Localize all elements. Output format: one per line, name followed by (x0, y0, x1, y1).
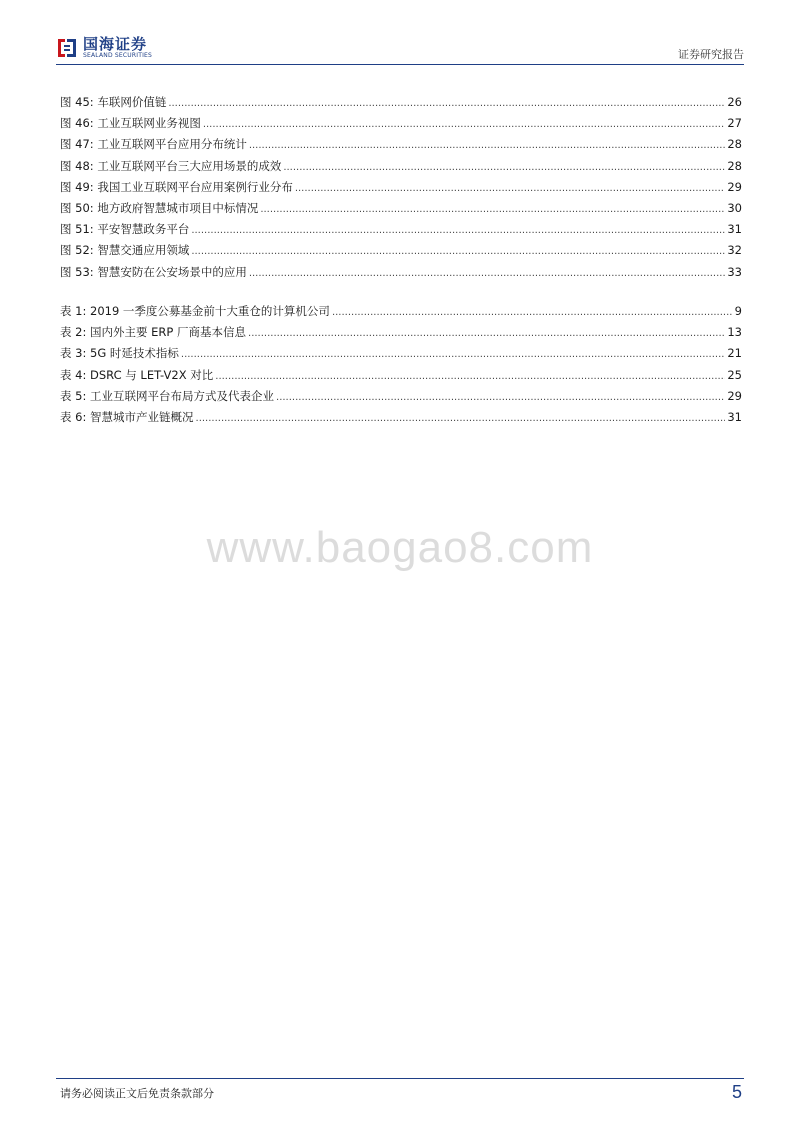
logo-chinese-name: 国海证券 (83, 35, 148, 53)
toc-page-number: 25 (727, 367, 742, 382)
toc-entry-label: 图 51: 平安智慧政务平台 (60, 222, 190, 237)
toc-row[interactable] (60, 322, 742, 343)
toc-row[interactable] (60, 92, 742, 113)
toc-leader-dots (295, 178, 726, 199)
toc-entry-label: 图 50: 地方政府智慧城市项目中标情况 (60, 200, 259, 215)
toc-row[interactable] (60, 177, 742, 198)
toc-row[interactable] (60, 386, 742, 407)
toc-entry-label: 图 46: 工业互联网业务视图 (60, 116, 201, 131)
toc-leader-dots (249, 263, 726, 284)
watermark: www.baogao8.com (206, 523, 594, 572)
toc-row[interactable] (60, 240, 742, 261)
logo-english-name: SEALAND SECURITIES (83, 52, 153, 59)
toc-page-number: 28 (727, 158, 742, 173)
company-logo (56, 36, 152, 60)
toc-entry-label: 表 6: 智慧城市产业链概况 (60, 409, 194, 424)
toc-row[interactable] (60, 262, 742, 283)
toc-entry-label: 图 52: 智慧交通应用领域 (60, 243, 190, 258)
toc-leader-dots (181, 344, 725, 365)
footer-divider (56, 1078, 744, 1079)
toc-leader-dots (196, 408, 726, 429)
toc-entry-label: 表 3: 5G 时延技术指标 (60, 346, 179, 361)
toc-entry-label: 图 47: 工业互联网平台应用分布统计 (60, 137, 247, 152)
header-divider (56, 64, 744, 65)
toc-leader-dots (276, 387, 725, 408)
toc-entry-label: 表 5: 工业互联网平台布局方式及代表企业 (60, 388, 275, 403)
toc-page-number: 31 (727, 222, 742, 237)
toc-page-number: 29 (727, 388, 742, 403)
toc-page-number: 27 (727, 116, 742, 131)
toc-page-number: 9 (734, 304, 742, 318)
toc-leader-dots (283, 157, 725, 178)
toc-row[interactable] (60, 343, 742, 364)
toc-entry-label: 图 49: 我国工业互联网平台应用案例行业分布 (60, 179, 293, 194)
toc-page-number: 30 (727, 200, 742, 215)
toc-row[interactable] (60, 156, 742, 177)
toc-page-number: 21 (727, 346, 742, 361)
toc-leader-dots (168, 93, 725, 114)
toc-leader-dots (249, 135, 726, 156)
toc-row[interactable] (60, 365, 742, 386)
toc-row[interactable] (60, 301, 742, 322)
toc-leader-dots (215, 366, 725, 387)
toc-entry-label: 表 1: 2019 一季度公募基金前十大重仓的计算机公司 (60, 304, 330, 318)
toc-page-number: 28 (727, 137, 742, 152)
sealand-logo-icon (56, 36, 78, 60)
toc-row[interactable] (60, 219, 742, 240)
toc-entry-label: 图 48: 工业互联网平台三大应用场景的成效 (60, 158, 282, 173)
page-number: 5 (731, 1082, 742, 1102)
page-header (56, 34, 744, 66)
toc-page-number: 33 (727, 264, 742, 279)
toc-leader-dots (332, 302, 733, 323)
toc-page-number: 32 (727, 243, 742, 258)
toc-row[interactable] (60, 134, 742, 155)
toc-entry-label: 图 45: 车联网价值链 (60, 95, 167, 109)
toc-page-number: 26 (727, 95, 742, 109)
footer-disclaimer: 请务必阅读正文后免责条款部分 (60, 1087, 214, 1100)
toc-page-number: 29 (727, 179, 742, 194)
toc-page-number: 31 (727, 409, 742, 424)
toc-leader-dots (248, 323, 725, 344)
document-type: 证券研究报告 (678, 48, 744, 61)
toc-row[interactable] (60, 198, 742, 219)
toc-entry-label: 表 2: 国内外主要 ERP 厂商基本信息 (60, 325, 247, 340)
figure-list (60, 92, 742, 283)
toc-leader-dots (260, 199, 725, 220)
table-list (60, 301, 742, 428)
toc-row[interactable] (60, 407, 742, 428)
toc-leader-dots (191, 220, 725, 241)
toc-entry-label: 表 4: DSRC 与 LET-V2X 对比 (60, 367, 214, 382)
toc-page-number: 13 (727, 325, 742, 340)
toc-entry-label: 图 53: 智慧安防在公安场景中的应用 (60, 264, 247, 279)
toc-leader-dots (203, 114, 726, 135)
toc-leader-dots (191, 241, 725, 262)
toc-row[interactable] (60, 113, 742, 134)
